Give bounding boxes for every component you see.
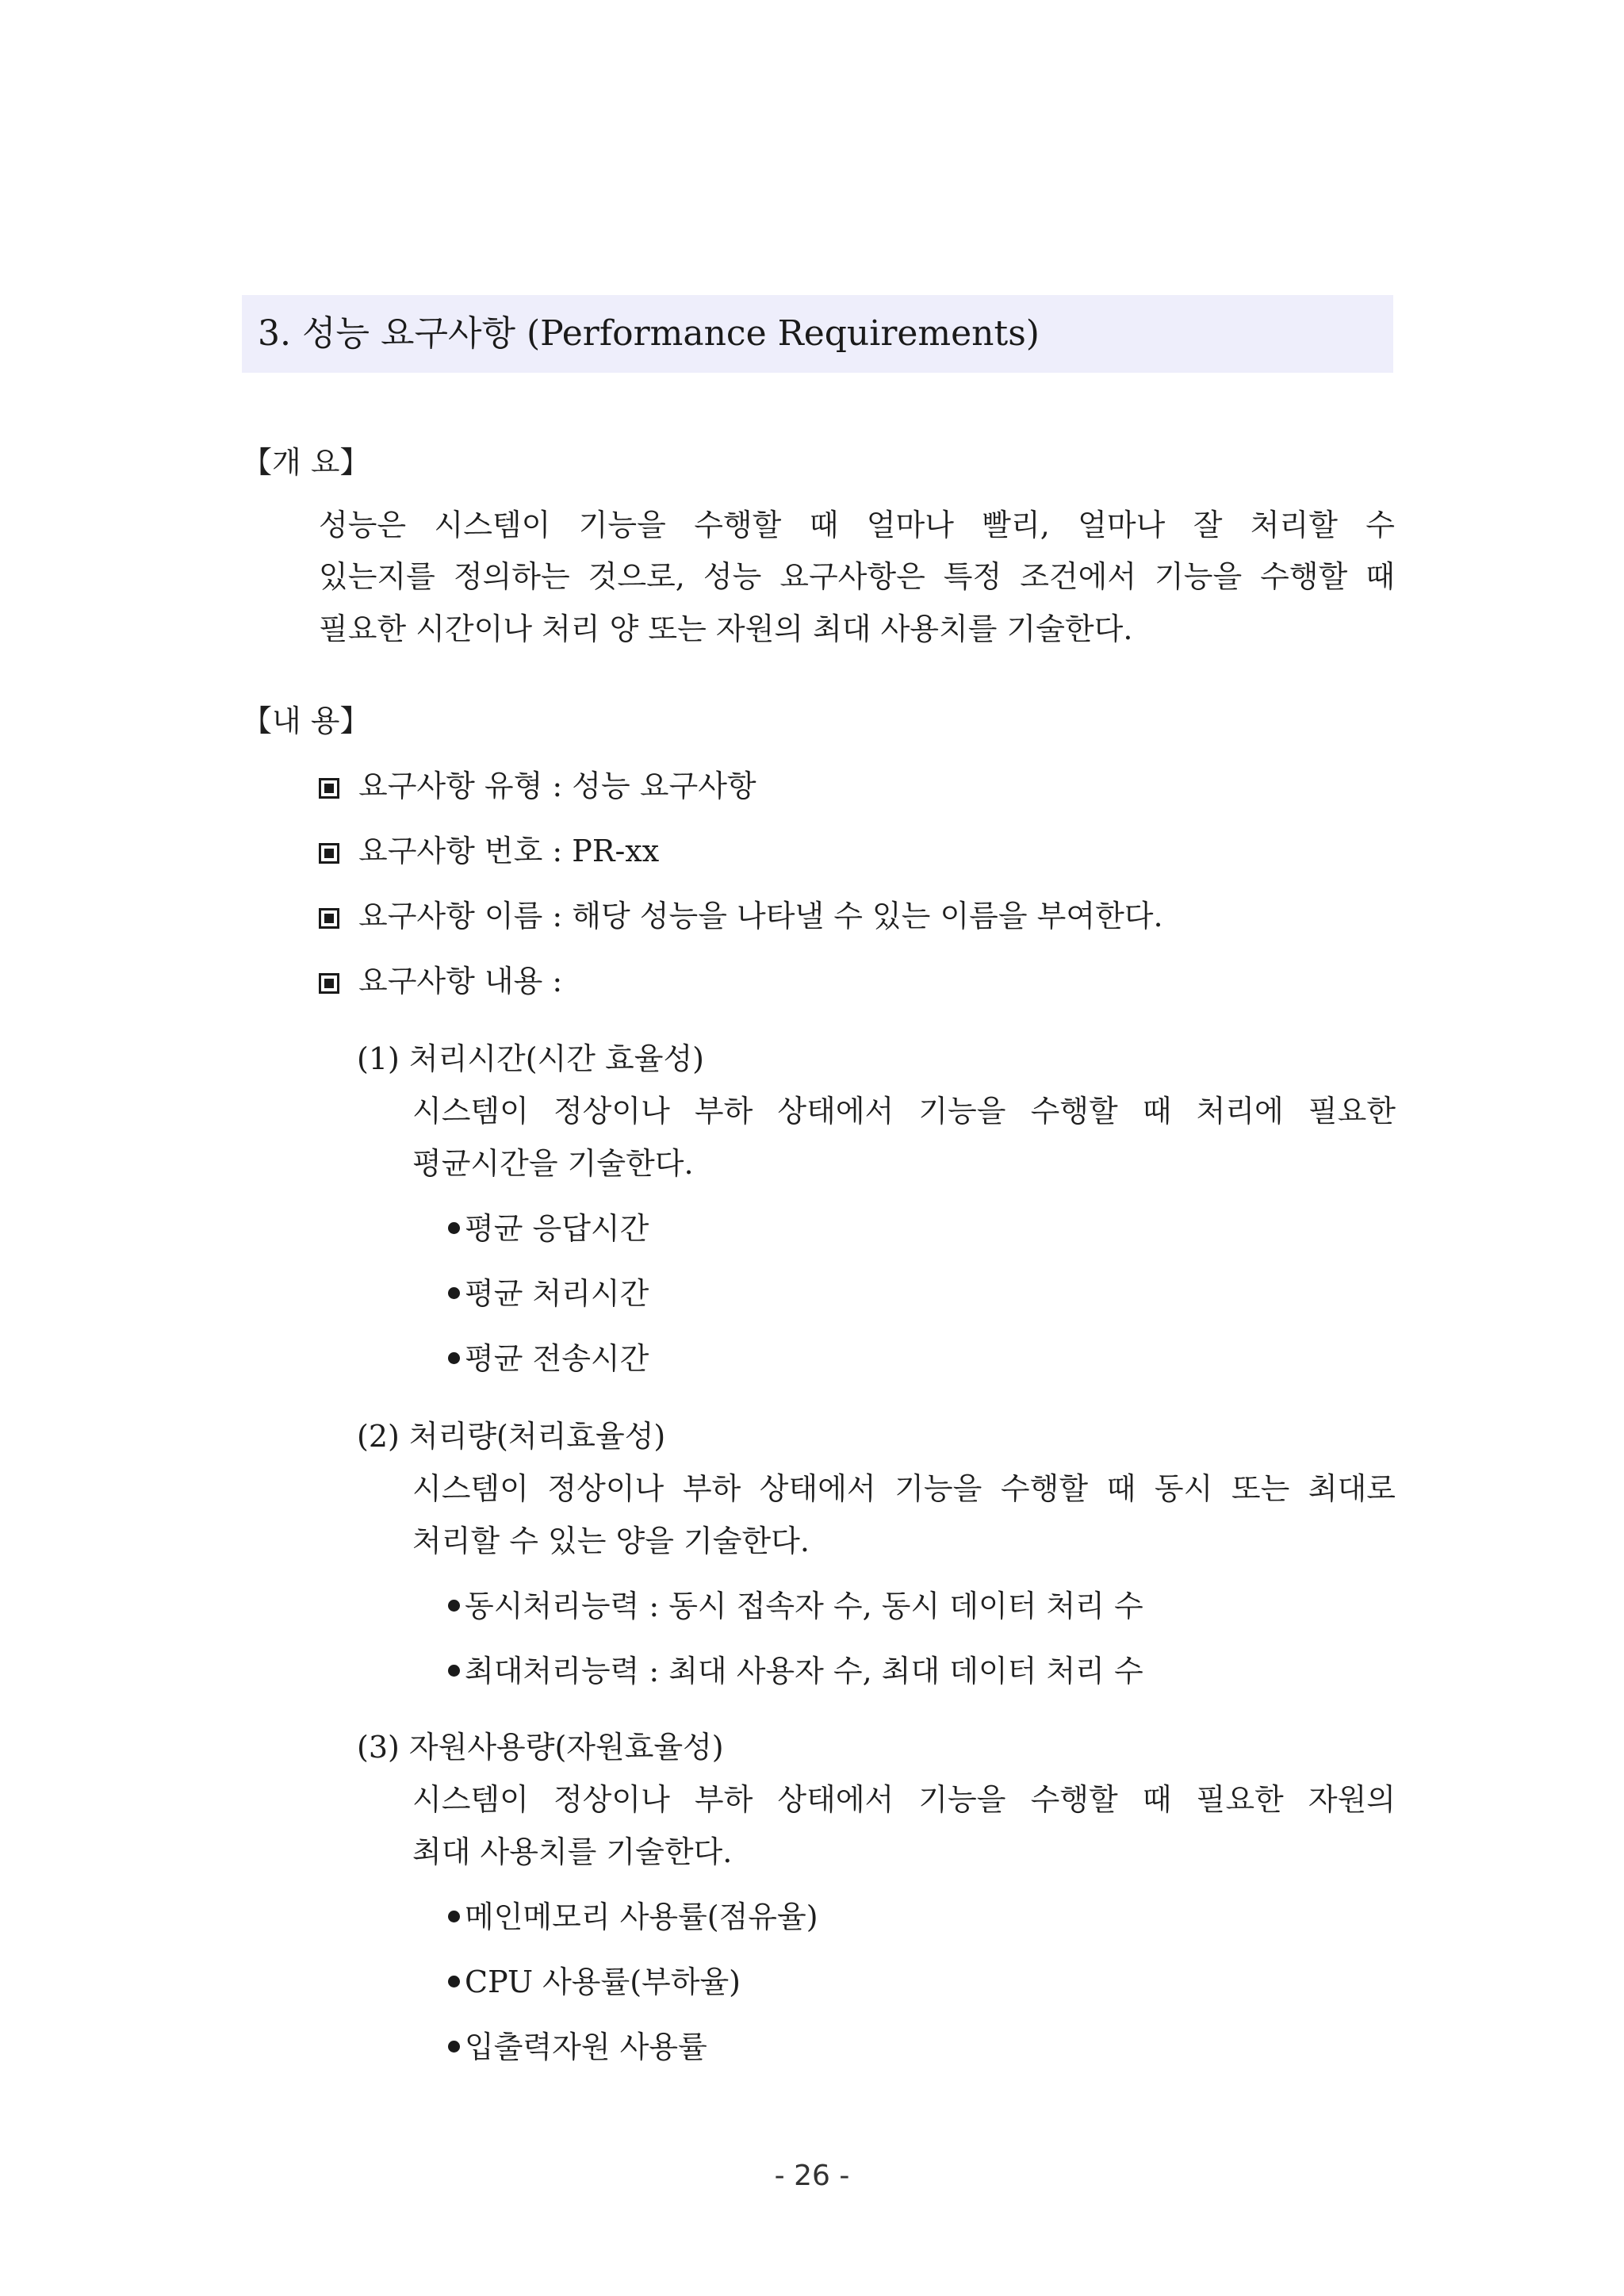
content-heading: 【내 용】 [242, 703, 370, 738]
bullet-dot-icon [448, 2041, 460, 2053]
bullet-dot-icon [448, 1600, 460, 1612]
page-number: - 26 - [774, 2160, 850, 2192]
subsection-3-bullet-3: 입출력자원 사용률 [448, 2027, 707, 2067]
subsection-3-bullet-2: CPU 사용률(부하율) [448, 1962, 741, 2002]
overview-heading: 【개 요】 [242, 445, 370, 480]
subsection-2-bullet-1: 동시처리능력 : 동시 접속자 수, 동시 데이터 처리 수 [448, 1586, 1143, 1626]
overview-line-1: 성능은 시스템이 기능을 수행할 때 얼마나 빨리, 얼마나 잘 처리할 수 [319, 508, 1395, 542]
section-title: 3. 성능 요구사항 (Performance Requirements) [258, 313, 1040, 354]
requirement-content-item: 요구사항 내용 : [319, 961, 562, 1001]
overview-line-3: 필요한 시간이나 처리 양 또는 자원의 최대 사용치를 기술한다. [319, 611, 1133, 646]
subsection-3-title: (3) 자원사용량(자원효율성) [357, 1730, 724, 1765]
subsection-3-desc-line-2: 최대 사용치를 기술한다. [412, 1834, 733, 1869]
bullet-dot-icon [448, 1976, 460, 1987]
subsection-2-bullet-2: 최대처리능력 : 최대 사용자 수, 최대 데이터 처리 수 [448, 1651, 1143, 1691]
subsection-1-desc-line-2: 평균시간을 기술한다. [412, 1146, 694, 1181]
subsection-1-bullet-1: 평균 응답시간 [448, 1209, 649, 1248]
bullet-dot-icon [448, 1222, 460, 1234]
square-bullet-icon [319, 778, 339, 799]
bullet-dot-icon [448, 1665, 460, 1677]
subsection-1-bullet-3: 평균 전송시간 [448, 1339, 649, 1378]
subsection-2-title: (2) 처리량(처리효율성) [357, 1419, 666, 1454]
section-title-bar [242, 295, 1393, 373]
bullet-dot-icon [448, 1287, 460, 1299]
subsection-3-desc-line-1: 시스템이 정상이나 부하 상태에서 기능을 수행할 때 필요한 자원의 [412, 1782, 1396, 1817]
requirement-number-item: 요구사항 번호 : PR-xx [319, 831, 659, 871]
square-bullet-icon [319, 843, 339, 864]
subsection-1-bullet-2: 평균 처리시간 [448, 1274, 649, 1313]
subsection-3-bullet-1: 메인메모리 사용률(점유율) [448, 1897, 818, 1937]
requirement-type-item: 요구사항 유형 : 성능 요구사항 [319, 766, 756, 806]
requirement-name-item: 요구사항 이름 : 해당 성능을 나타낼 수 있는 이름을 부여한다. [319, 896, 1163, 936]
overview-line-2: 있는지를 정의하는 것으로, 성능 요구사항은 특정 조건에서 기능을 수행할 때 [319, 559, 1395, 594]
subsection-2-desc-line-1: 시스템이 정상이나 부하 상태에서 기능을 수행할 때 동시 또는 최대로 [412, 1471, 1396, 1506]
bullet-dot-icon [448, 1911, 460, 1922]
subsection-1-title: (1) 처리시간(시간 효율성) [357, 1041, 705, 1076]
subsection-2-desc-line-2: 처리할 수 있는 양을 기술한다. [412, 1524, 810, 1558]
square-bullet-icon [319, 908, 339, 929]
square-bullet-icon [319, 973, 339, 994]
bullet-dot-icon [448, 1352, 460, 1364]
subsection-1-desc-line-1: 시스템이 정상이나 부하 상태에서 기능을 수행할 때 처리에 필요한 [412, 1094, 1396, 1129]
